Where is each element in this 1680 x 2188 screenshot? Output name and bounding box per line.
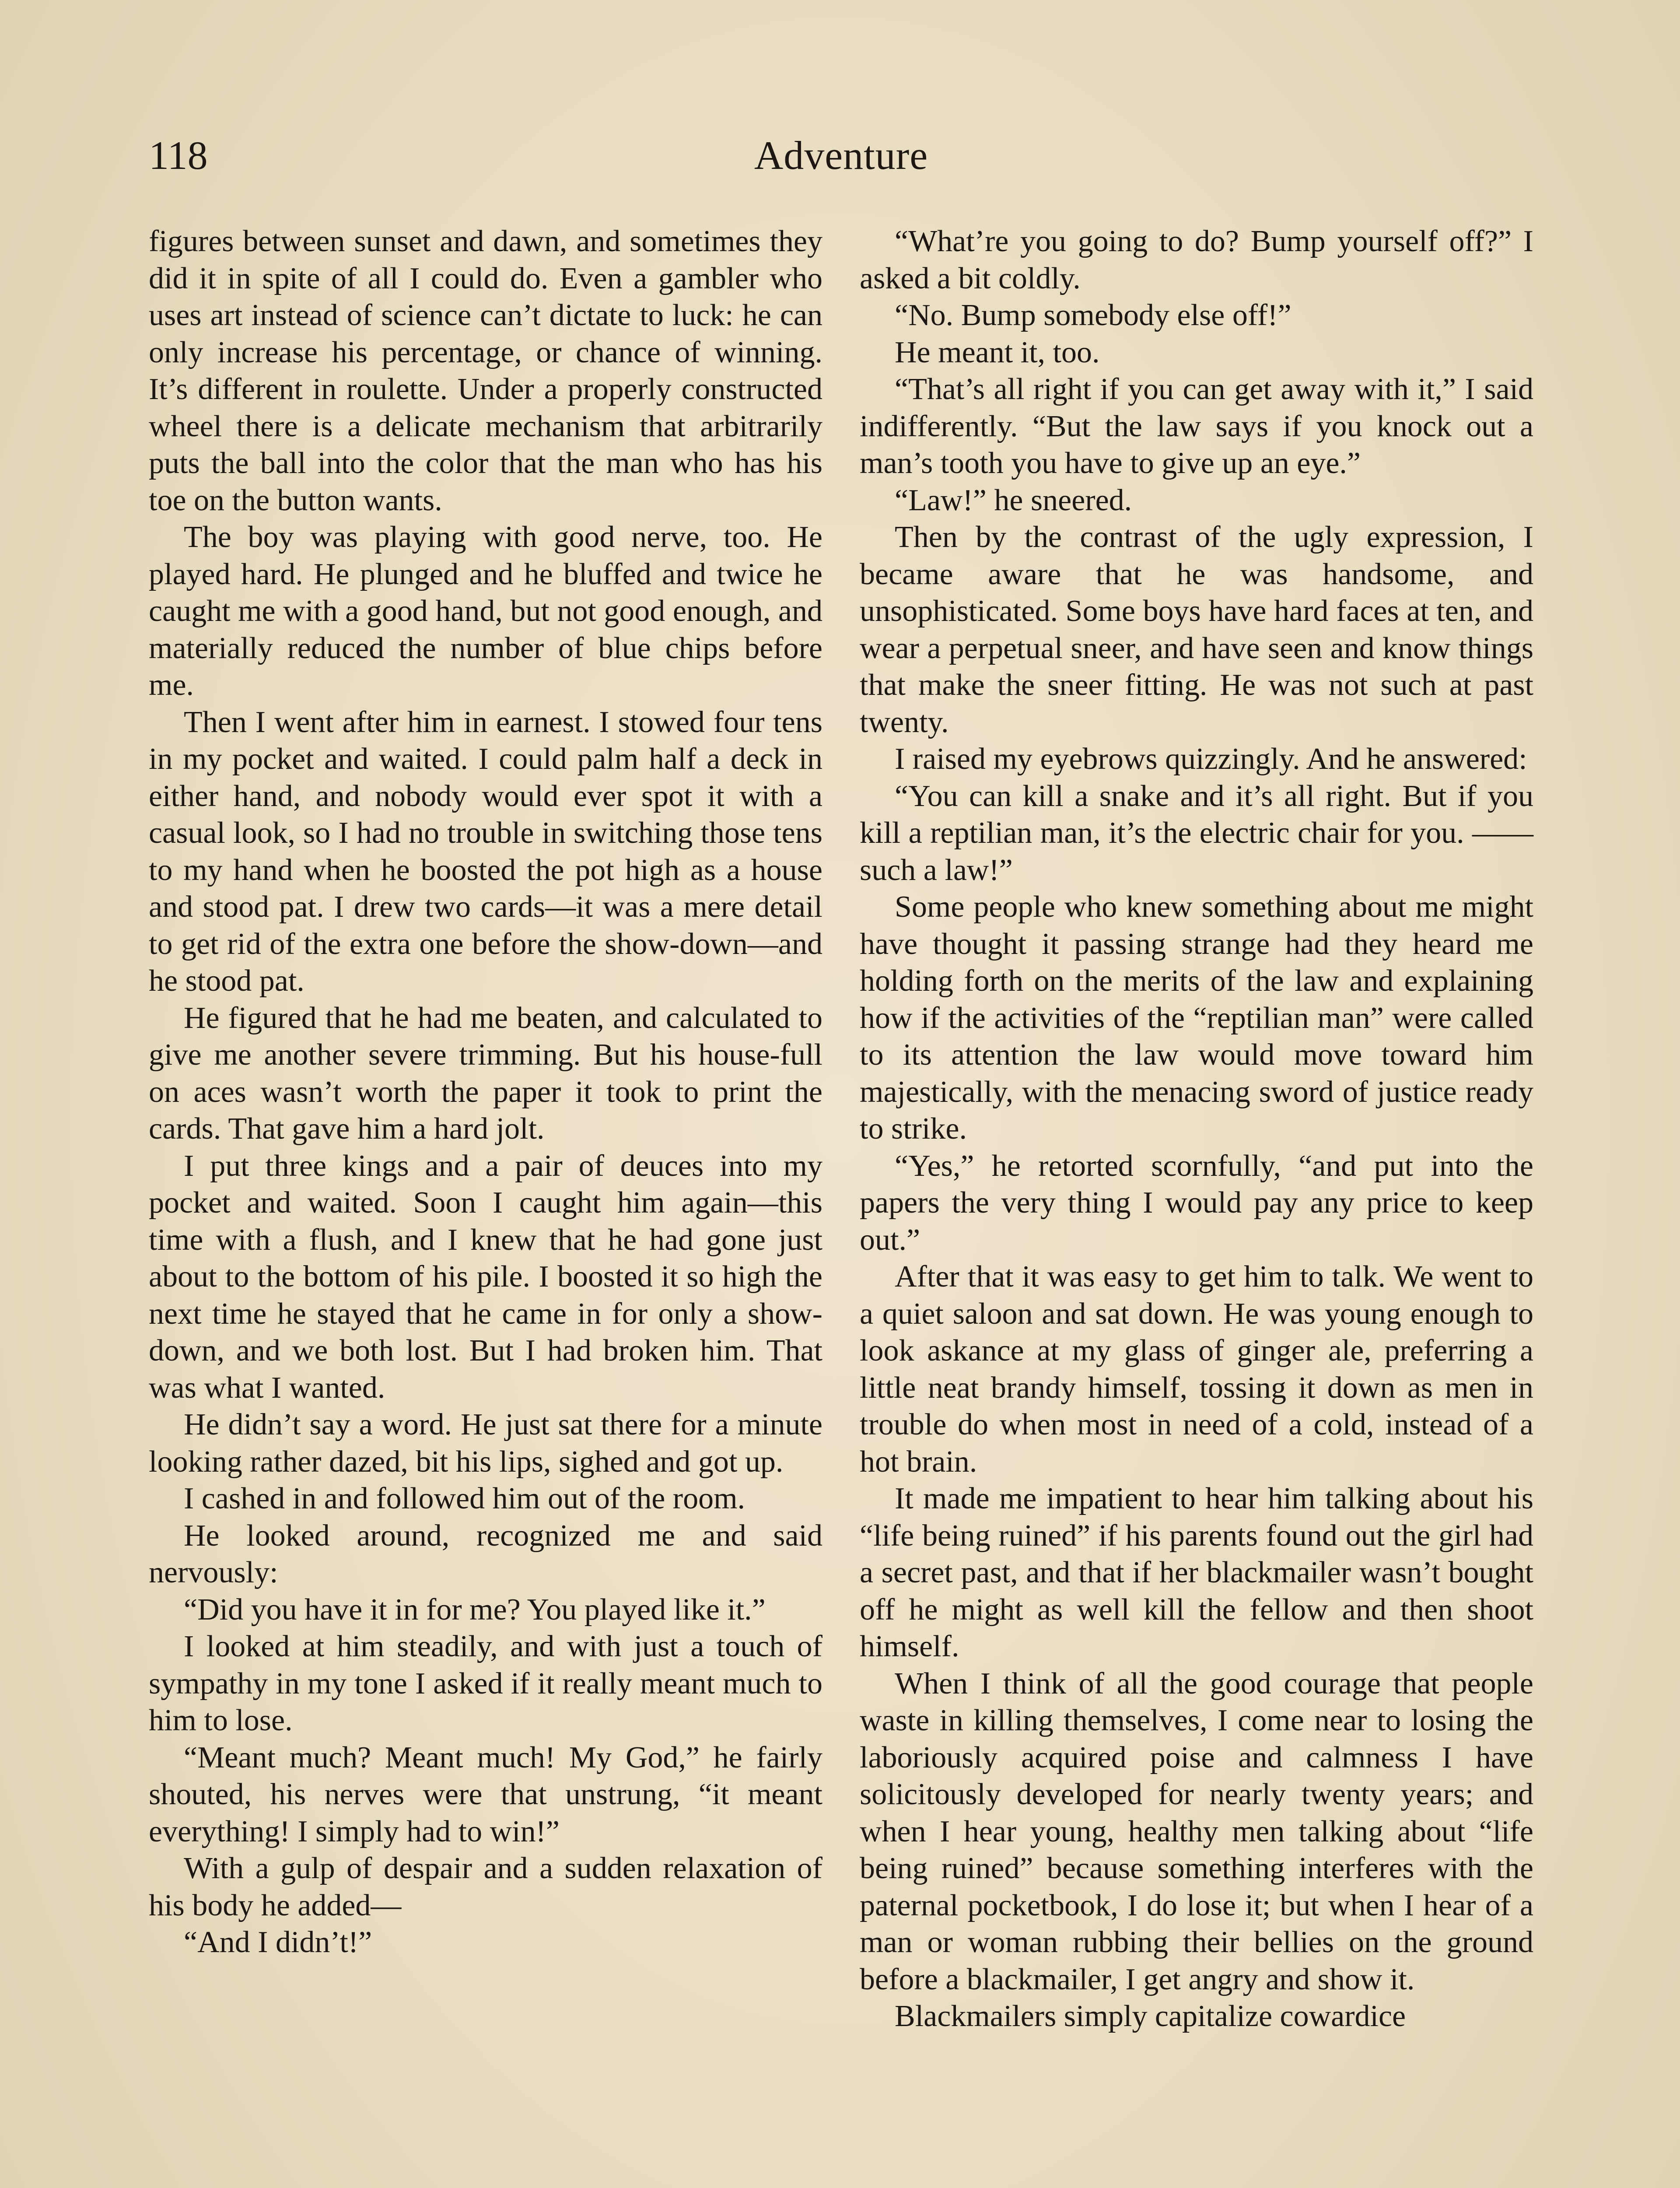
paragraph: I looked at him steadily, and with just a touch of sympathy in my tone I asked if it really meant much to him to lose. <box>149 1630 822 1737</box>
paragraph: He meant it, too. <box>895 335 1100 369</box>
paragraph: “What’re you going to do? Bump yourself off?” I asked a bit coldly. <box>860 224 1533 295</box>
paragraph: “No. Bump somebody else off!” <box>895 298 1292 332</box>
paragraph: “You can kill a snake and it’s all right. But if you kill a reptilian man, it’s the electric chair for you. —— such a law!” <box>860 779 1533 887</box>
paragraph: “Yes,” he retorted scornfully, “and put into the papers the very thing I would pay any price to keep out.” <box>860 1149 1533 1257</box>
paragraph: He didn’t say a word. He just sat there for a minute looking rather dazed, bit his lips, sighed and got up. <box>149 1408 822 1479</box>
paragraph: “Law!” he sneered. <box>895 483 1132 517</box>
paragraph: When I think of all the good courage that people waste in killing themselves, I come near to losing the laboriously acquired poise and calmness I have solicitously developed for nearly twenty years; and when I hear young, healthy men talking about “life being ruined” because something interferes with the paternal pocketbook, I do lose it; but when I hear of a man or woman rubbing their bellies on the ground before a blackmailer, I get angry and show it. <box>860 1666 1533 1996</box>
paragraph: With a gulp of despair and a sudden relaxation of his body he added— <box>149 1851 822 1922</box>
paragraph: After that it was easy to get him to talk. We went to a quiet saloon and sat down. He was young enough to look askance at my glass of ginger ale, preferring a little neat brandy himself, tossing it down as men in trouble do when most in need of a cold, instead of a hot brain. <box>860 1260 1533 1479</box>
paragraph: I put three kings and a pair of deuces into my pocket and waited. Soon I caught him again—this time with a flush, and I knew that he had gone just about to the bottom of his pile. I boosted it so high the next time he stayed that he came in for only a show-down, and we both lost. But I had broken him. That was what I wanted. <box>149 1149 822 1405</box>
paragraph: “Meant much? Meant much! My God,” he fairly shouted, his nerves were that unstrung, “it meant everything! I simply had to win!” <box>149 1740 822 1848</box>
paragraph: I raised my eyebrows quizzingly. And he answered: <box>895 742 1527 776</box>
paragraph: The boy was playing with good nerve, too. He played hard. He plunged and he bluffed and twice he caught me with a good hand, but not good enough, and materially reduced the number of blue chips before me. <box>149 520 822 702</box>
right-column <box>860 223 1533 2035</box>
running-title: Adventure <box>754 133 928 178</box>
page-header <box>149 131 1533 188</box>
paragraph: “Did you have it in for me? You played like it.” <box>184 1592 766 1627</box>
paragraph: Then I went after him in earnest. I stowed four tens in my pocket and waited. I could palm half a deck in either hand, and nobody would ever spot it with a casual look, so I had no trouble in switching those tens to my hand when he boosted the pot high as a house and stood pat. I drew two cards—it was a mere detail to get rid of the extra one before the show-down—and he stood pat. <box>149 705 822 998</box>
paragraph: “That’s all right if you can get away with it,” I said indifferently. “But the law says if you knock out a man’s tooth you have to give up an eye.” <box>860 372 1533 480</box>
paragraph: It made me impatient to hear him talking about his “life being ruined” if his parents found out the girl had a secret past, and that if her blackmailer wasn’t bought off he might as well kill the fellow and then shoot himself. <box>860 1482 1533 1663</box>
paragraph: He figured that he had me beaten, and calculated to give me another severe trimming. But his house-full on aces wasn’t worth the paper it took to print the cards. That gave him a hard jolt. <box>149 1001 822 1146</box>
left-column <box>149 223 822 1961</box>
paragraph: “And I didn’t!” <box>184 1925 372 1959</box>
paragraph: I cashed in and followed him out of the room. <box>184 1482 746 1515</box>
paragraph: figures between sunset and dawn, and sometimes they did it in spite of all I could do. Even a gambler who uses art instead of science can’t dictate to luck: he can only increase his percentage, or chance of winning. It’s different in roulette. Under a properly constructed wheel there is a delicate mechanism that arbitrarily puts the ball into the color that the man who has his toe on the button wants. <box>149 224 822 517</box>
page-number: 118 <box>149 133 208 178</box>
paragraph: Then by the contrast of the ugly expression, I became aware that he was handsome, and unsophisticated. Some boys have hard faces at ten, and wear a perpetual sneer, and have seen and know things that make the sneer fitting. He was not such at past twenty. <box>860 520 1533 739</box>
paragraph: Some people who knew something about me might have thought it passing strange had they heard me holding forth on the merits of the law and explaining how if the activities of the “reptilian man” were called to its attention the law would move toward him majestically, with the menacing sword of justice ready to strike. <box>860 890 1533 1146</box>
paragraph: Blackmailers simply capitalize cowardice <box>895 1999 1406 2033</box>
paragraph: He looked around, recognized me and said nervously: <box>149 1518 822 1589</box>
